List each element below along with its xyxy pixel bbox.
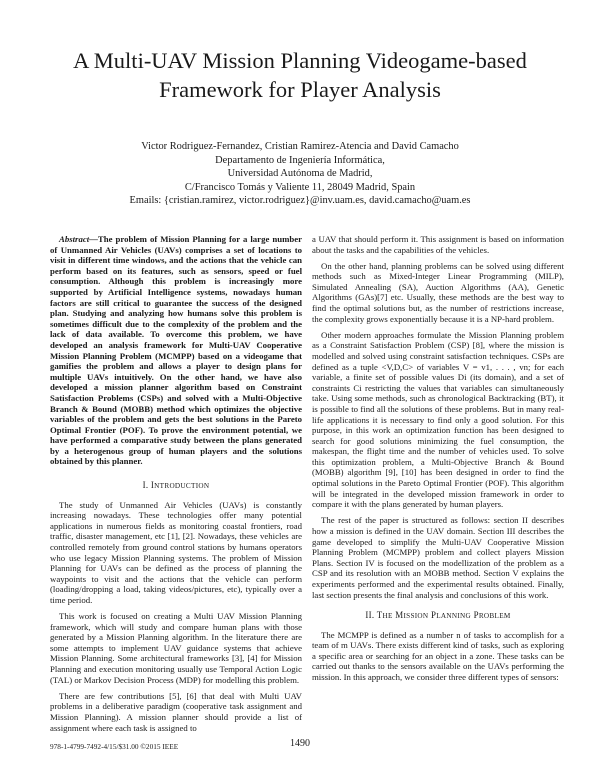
paragraph: There are few contributions [5], [6] that deal with Multi UAV problems in a deliberative paradigm (cooperative task assignment and Mission Planning). A mission planner should provide a list of assignment where each task is assigned to [50,690,302,733]
author-block [40,140,560,207]
author-department: Departamento de Ingeniería Informática, [215,155,385,167]
section-title-rest: ROBLEM [478,612,511,621]
left-column [50,234,302,733]
paragraph: a UAV that should perform it. This assignment is based on information about the tasks and the capabilities of the vehicles. [312,234,564,255]
paragraph: Other modern approaches formulate the Mission Planning problem as a Constraint Satisfaction Problem (CSP) [8], where the mission is modelled and solved using constraint satisfaction techniques. CSPs are defined as a tuple <V,D,C> of variables V = v1, . . . , vn; for each variable, a finite set of possible values Di (its domain), and a set of constraints Ci restricting the values that variables can simultaneously take. Using some methods, such as chronological Backtracking (BT), it is possible to find all the solutions of these problems. But in many real-life applications it is necessary to find only a good solution. For this purpose, in this work an optimization function has been designed to search for good solutions minimizing the fuel consumption, the makespan, the flight time and the number of vehicles used. To solve this optimization problem, a Multi-Objective Branch & Bound (MOBB) algorithm [9], [10] has been designed in order to find the optimal solutions in the Pareto Optimal Frontier (POF). This algorithm will be integrated in the developed mission framework in order to compare it with the plans generated by human players. [312,329,564,510]
abstract [50,234,302,467]
section-title-initial: T [376,610,383,621]
paragraph: The study of Unmanned Air Vehicles (UAVs) is constantly increasing nowadays. These technologies offer many potential applications in numerous fields as monitoring coastal frontiers, road traffic, disaster management, etc [1], [2]. Nowadays, these vehicles are controlled remotely from ground control stations by humans operators who use legacy Mission Planning systems. The problem of Mission Planning for UAVs can be defined as the process of planning the waypoints to visit and the actions that the vehicle can perform (loading/dropping a load, taking videos/pictures, etc), typically over a time period. [50,499,302,605]
right-column [312,234,564,683]
abstract-text: —The problem of Mission Planning for a large number of Unmanned Air Vehicles (UAVs) comprises a set of locations to visit in different time windows, and the actions that the vehicle can perform based on its features, such as sensors, speed or fuel consumption. Although this problem is increasingly more supported by Artificial Intelligence systems, nowadays human factors are still critical to guarantee the success of the designed plan. Studying and analyzing how humans solve this problem is sometimes difficult due to the complexity of the problem and the lack of data available. To overcome this problem, we have developed an analysis framework for Multi-UAV Cooperative Mission Planning Problem (MCMPP) based on a videogame that gamifies the problem and allows a player to design plans for multiple UAVs intuitively. On the other hand, we have also developed a mission planner algorithm based on Constraint Satisfaction Problems (CSPs) and solved with a Multi-Objective Branch & Bound (MOBB) method which optimizes the objective variables of the problem and gets the best solutions in the Pareto Optimal Frontier (POF). To prove the environment potential, we have performed a comparative study between the plans generated by a heterogenous group of human players and the solutions obtained by this planner. [50,234,302,467]
section-title-rest: HE [382,612,393,621]
section-title-rest: NTRODUCTION [154,482,210,491]
paragraph: The MCMPP is defined as a number n of tasks to accomplish for a team of m UAVs. There exists different kind of tasks, such as exploring a specific area or searching for an object in a zone. These tasks can be carried out thanks to the sensors available on the UAVs performing the mission. In this approach, we consider three different types of sensors: [312,629,564,683]
author-names: Victor Rodriguez-Fernandez, Cristian Ramirez-Atencia and David Camacho [141,141,459,152]
author-address: C/Francisco Tomás y Valiente 11, 28049 Madrid, Spain [184,181,416,193]
section-number: II. [365,610,375,621]
section-heading-mission-planning [312,610,564,622]
author-university: Universidad Autónoma de Madrid, [227,168,373,180]
paragraph: This work is focused on creating a Multi UAV Mission Planning framework, which will study and compare human plans with those generated by a Mission Planning algorithm. In the literature there are some attempts to implement UAV guidance systems that achieve Mission Planning. Some architectural frameworks [3], [4] for Mission Planning and execution monitoring usually use Temporal Action Logic (TAL) or Markov Decision Process (MDP) for modelling this problem. [50,611,302,685]
section-title-initial: P [430,610,437,621]
author-emails: Emails: {cristian.ramirez, victor.rodriguez}@inv.uam.es, david.camacho@uam.es [129,194,471,206]
paragraph: On the other hand, planning problems can be solved using different methods such as Mixed-Integer Linear Programming (MILP), Simulated Annealing (SA), Auction Algorithms (AA), Genetic Algorithms (GAs)[7] etc. Usually, these methods are the best way to find the optimal solutions but, as the number of restrictions increase, the complexity grows exponentially because it is a NP-hard problem. [312,260,564,324]
section-title-initial: M [395,610,404,621]
paragraph: The rest of the paper is structured as follows: section II describes how a mission is defined in the UAV domain. Section III describes the game developed to simplify the Multi-UAV Cooperative Mission Planning Problem (MCMPP) problem and collect players Mission Plans. Section IV is focused on the modellization of the problem as a CSP and its resolution with an MOBB method. Section V explains the experiments performed and the experimental results obtained. Finally, last section presents the final analysis and conclusions of this work. [312,515,564,600]
section-number: I. [142,480,149,491]
section-title-rest: LANNING [436,612,472,621]
section-title-initial: P [473,610,479,621]
footer-isbn: 978-1-4799-7492-4/15/$31.00 ©2015 IEEE [50,742,179,751]
page-number: 1490 [290,738,310,749]
section-title-initial: I [150,480,155,491]
paper-title: A Multi-UAV Mission Planning Videogame-based Framework for Player Analysis [73,48,527,102]
section-heading-introduction [50,480,302,492]
section-title-rest: ISSION [403,612,429,621]
abstract-label: Abstract [59,234,90,244]
